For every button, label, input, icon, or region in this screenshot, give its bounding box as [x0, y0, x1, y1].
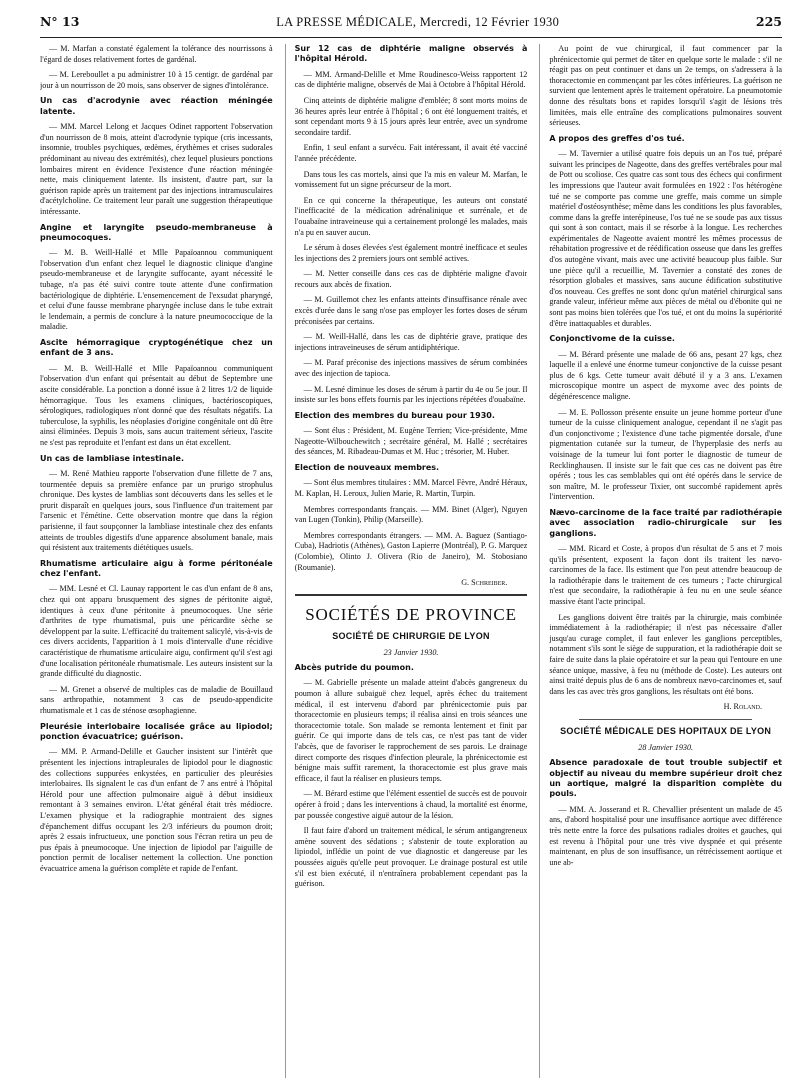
paragraph: — M. Paraf préconise des injections massives de sérum combinées avec des injection de tapioca.	[294, 358, 528, 379]
paragraph: — MM. Armand-Delille et Mme Roudinesco-Weiss rapportent 12 cas de diphtérie maligne, observés de Mai à Octobre à l'hôpital Hérold.	[294, 69, 528, 90]
article-heading: Nævo-carcinome de la face traité par radiothérapie avec association radio-chirurgicale sur les ganglions.	[549, 507, 783, 538]
paragraph: — MM. Lesné et Cl. Launay rapportent le cas d'un enfant de 8 ans, chez qui ont apparu brusquement des signes de péritonite aiguë, identiques à ceux d'une péritonite à pneumocoques. Une série d'arthrites de type rhumatismal, puis une péricardite sèche se développent par la suite. L'efficacité du traitement salicylé, vis-à-vis de ces divers accidents, l'apparition à 1 mois d'intervalle d'une récidive caractéristique de rhumatisme articulaire aigu, confirment qu'il s'est agi d'une localisation péritonéale rhumatismale. Les auteurs insistent sur la grande difficulté du diagnostic.	[40, 584, 273, 679]
article-heading: Un cas d'acrodynie avec réaction méningée latente.	[40, 96, 273, 116]
paragraph: — MM. Marcel Lelong et Jacques Odinet rapportent l'observation d'un nourrisson de 8 mois, atteint d'acrodynie typique (cris incessants, insomnie, troubles psychiques, œdèmes, érythèmes et crises sudorales prédominant au niveau des extrémités), chez lequel plusieurs ponctions lombaires mirent en évidence l'existence d'une réaction méningée nette, mais cliniquement latente. Ils insistent, d'autre part, sur la guérison rapide après un traitement par des injections intramusculaires d'acétylcholine. Ce traitement leur paraît une suggestion thérapeutique intéressante.	[40, 122, 273, 216]
page-number: 225	[755, 14, 782, 29]
paragraph: — M. Lesné diminue les doses de sérum à partir du 4e ou 5e jour. Il insiste sur les bons effets fournis par les injections répétées d'ouabaïne.	[294, 384, 528, 405]
paragraph: Membres correspondants français. — MM. Binet (Alger), Nguyen van Lugen (Tonkin), Philip (Marseille).	[294, 504, 528, 525]
session-date: 23 Janvier 1930.	[383, 647, 439, 657]
section-divider	[579, 719, 752, 720]
article-columns	[40, 44, 782, 1078]
paragraph: — M. Weill-Hallé, dans les cas de diphtérie grave, pratique des injections intraveineuses de sérum antidiphtérique.	[294, 332, 528, 352]
paragraph: Enfin, 1 seul enfant a survécu. Fait intéressant, il avait été vacciné l'année précédente.	[294, 143, 528, 163]
article-heading: Ascite hémorragique cryptogénétique chez un enfant de 3 ans.	[40, 338, 273, 358]
author-signature: H. Roland.	[723, 702, 763, 712]
paragraph: — MM. Ricard et Coste, à propos d'un résultat de 5 ans et 7 mois qu'ils présentent, exposent la façon dont ils traitent les nævo-carcinomes de la face. Ils estiment que l'on peut attendre beaucoup de la radiothérapie dans le traitement de ces tumeurs ; l'acte chirurgical n'est que secondaire, la radiothérapie à feu nu en une seule séance massive étant l'acte principal.	[549, 544, 783, 607]
paragraph: Dans tous les cas mortels, ainsi que l'a mis en valeur M. Marfan, le vomissement fut un signe précurseur de la mort.	[294, 169, 528, 190]
journal-title: LA PRESSE MÉDICALE, Mercredi, 12 Février 1930	[276, 15, 560, 29]
paragraph: — Sont élus : Président, M. Eugène Terrien; Vice-présidente, Mme Nageotte-Wilbouchewitch ; secrétaire général, M. Hallé ; secrétaires des séances, M. Ribadeau-Dumas et M. Huc ; trésorier, M. Huber.	[294, 426, 528, 457]
paragraph: Cinq atteints de diphtérie maligne d'emblée; 8 sont morts moins de 36 heures après leur entrée à l'hôpital ; 6 ont été longuement traités, et sont cependant morts 9 à 15 jours après leur entrée, avec un syndrome secondaire tardif.	[294, 95, 528, 137]
paragraph: Les ganglions doivent être traités par la chirurgie, mais combinée immédiatement à la radiothérapie; il n'est pas nécessaire d'aller jusqu'au curage complet, il faut enlever les ganglions perceptibles, notamment s'ils sont le siège de suppuration, et la radiothérapie doit se faire de suite dans la plaie opératoire et sur la peau qui l'entoure en une séance unique, massive, à feu nu (méthode de Coste). Les auteurs ont ainsi traité depuis plus de 6 ans de nombreux nævo-carcinomes et, sauf dans les cas avec très gros ganglions, les résultats ont été bons.	[549, 612, 783, 696]
article-heading: Abcès putride du poumon.	[294, 663, 414, 673]
article-heading: Election des membres du bureau pour 1930.	[294, 410, 495, 420]
article-heading: Un cas de lambliase intestinale.	[40, 453, 184, 463]
paragraph: — M. Grenet a observé de multiples cas de maladie de Bouillaud sans arthropathie, notamment 3 cas de pseudo-appendicite rhumatismale et 1 cas de sténose œsophagienne.	[40, 684, 273, 716]
paragraph: En ce qui concerne la thérapeutique, les auteurs ont constaté l'inefficacité de la médication adrénalinique et surrénale, et de l'ouabaïne intraveineuse qui a certainement prolongé les malades, mais n'a pu en sauver aucun.	[294, 195, 528, 237]
section-title: SOCIÉTÉS DE PROVINCE	[295, 594, 528, 626]
society-title: SOCIÉTÉ MÉDICALE DES HOPITAUX DE LYON	[560, 726, 772, 737]
paragraph: — M. Netter conseille dans ces cas de diphtérie maligne d'avoir recours aux abcès de fixation.	[294, 269, 528, 289]
paragraph: — M. René Mathieu rapporte l'observation d'une fillette de 7 ans, tourmentée depuis sa première enfance par un prurigo strophulus chronique. Des kystes de lamblias sont découverts dans les selles et le prurit disparaît en quelques jours, sous l'influence d'un traitement par l'arsenic et l'émétine. Cette observation montre que dans la région parisienne, il faut soupçonner la lambliase intestinale chez des enfants atteints de troubles digestifs d'une apparence absolument banale, mais qui résistent aux traitements diététiques usuels.	[40, 468, 273, 553]
paragraph: — M. Gabrielle présente un malade atteint d'abcès gangreneux du poumon à allure subaiguë chez lequel, après échec du traitement médical, il est intervenu d'abord par phrénicectomie puis par thoracectomie en plusieurs temps; il réalisa ainsi en trois séances une thoracectomie totale. Son malade se remonta lentement et finit par guérir. Ce qui importe dans de tels cas, ce n'est pas tant de vider l'abcès, que de favoriser le rapprochement de ses parois. Le drainage direct comporte des risques d'infection pleurale, la phrénicectomie est bénigne mais suffit rarement, la thoracectomie est plus grave mais efficace, il faut la réaliser en plusieurs temps.	[294, 678, 528, 783]
article-heading: Absence paradoxale de tout trouble subjectif et objectif au niveau du membre supérieur droit chez un aortique, malgré la disparition complète du pouls.	[549, 758, 783, 799]
page-header	[40, 14, 782, 38]
article-heading: Sur 12 cas de diphtérie maligne observés à l'hôpital Hérold.	[294, 44, 528, 64]
paragraph: — MM. P. Armand-Delille et Gaucher insistent sur l'intérêt que présentent les injections intrapleurales de lipiodol pour le diagnostic des collections suppurées enkystées, en particulier des pleurésies interlobaires. Ils signalent le cas d'un enfant de 7 ans entré à l'hôpital Hérold pour une affection pulmonaire aiguë à début insidieux remontant à 3 semaines environ. L'état général était très médiocre. L'examen physique et la radiographie montraient des signes d'épanchement diffus occupant les 2/3 inférieurs du poumon droit; après 2 essais infructueux, une ponction sous l'écran retira un peu de pus épais à pneumocoque. Une injection de lipiodol par l'aiguille de ponction permit de localiser nettement la collection. Une ponction évacuatrice amena la guérison complète et rapide de l'enfant.	[40, 747, 273, 873]
paragraph: — M. Guillemot chez les enfants atteints d'insuffisance rénale avec excès d'urée dans le sang n'ose pas employer les fortes doses de sérum préconisées par certains.	[294, 295, 528, 326]
paragraph: — M. B. Weill-Hallé et Mlle Papaïoannou communiquent l'observation d'un enfant qui présentait au début de Septembre une ascite considérable. La ponction a donné issue à 2 litres 1/2 de liquide hémorragique. Tous les examens cliniques, bactérioscopiques, sérologiques, radiologiques n'ont donné que des résultats négatifs. La tuberculose, la syphilis, les néoplasies d'origine congénitale ont dû être ainsi éliminées. Depuis 3 mois, sans aucun traitement sérieux, l'ascite ne s'est pas reproduite et l'enfant est dans un état excellent.	[40, 363, 273, 447]
column-1	[40, 44, 273, 1078]
paragraph: — M. E. Pollosson présente ensuite un jeune homme porteur d'une tumeur de la cuisse cliniquement analogue, cependant il ne s'agit pas d'un conjonctivome ; l'existence d'une tache pigmentée dorsale, d'une pigmentation cutanée sur la tumeur, de l'hyperplasie des nerfs au voisinage de la tumeur lui font porter le diagnostic de tumeur de Recklinghausen. Il insiste sur le fait que ces cas ne doivent pas être opérés ; tous les cas semblables qui ont été opérés dans le service de son maître, M. le professeur Tixier, ont succombé rapidement après l'intervention.	[549, 407, 783, 502]
paragraph: — M. Bérard présente une malade de 66 ans, pesant 27 kgs, chez laquelle il a enlevé une énorme tumeur conjonctive de la cuisse pesant plus de 6 kgs. Cette tumeur avait débuté il y a 3 ans. L'examen microscopique montre un aspect de myxome avec des points de dégénérescence maligne.	[549, 349, 783, 401]
session-date: 28 Janvier 1930.	[638, 742, 694, 752]
column-2	[285, 44, 528, 1078]
paragraph: Au point de vue chirurgical, il faut commencer par la phrénicectomie qui permet de tâter en quelque sorte le malade : s'il ne réagit pas on peut continuer et dans un 2e temps, on s'adressera à la thoracectomie en commençant par les côtes inférieures. La guérison ne survient que lentement après le traitement opératoire. La pneumotomie donne des résultats bons et rapides lorsqu'il s'agit de lésions très limitées, mais elle entraîne des complications pulmonaires souvent sérieuses.	[549, 44, 783, 128]
paragraph: — M. Lereboullet a pu administrer 10 à 15 centigr. de gardénal par jour à un nourrisson de 20 mois, sans observer de signes d'intolérance.	[40, 70, 273, 90]
author-signature: G. Schreiber.	[461, 578, 508, 588]
article-heading: A propos des greffes d'os tué.	[549, 133, 685, 143]
article-heading: Angine et laryngite pseudo-membraneuse à pneumocoques.	[40, 222, 273, 242]
paragraph: — M. Tavernier a utilisé quatre fois depuis un an l'os tué, préparé suivant les principes de Nageotte, dans des greffes vertébrales pour mal de Pott ou scoliose. Ces quatre cas sont tous des échecs qui confirment les impressions que l'auteur avait formulées en 1922 : l'os hétérogène tué ne se comporte pas comme une greffe, mais comme un simple matériel d'ostéosynthèse; même dans les conditions les plus favorables, comme dans la greffe interépineuse, l'os tué ne se soude pas aux tissus qui sont à son contact, mais il se résorbe à la longue. Les recherches expérimentales de Nageotte avaient montré les mêmes processus de réhabitation progressive et de réédification osseuse que dans les greffes d'os autogène vivant, mais avec une activité beaucoup plus faible. Sur une pièce qu'il a recueillie, M. Tavernier a constaté des zones de résorption globales et massives, sans aucune édification substitutive d'os nouveau. Ces greffes ne sont donc qu'un matériel chirurgical sans grande valeur, inférieur même aux pièces de métal ou d'ébonite qui ne sont pas moins bien tolérées que l'os tué, et ont du moins la supériorité d'être inattaquables et durables.	[549, 149, 783, 328]
issue-number: N° 13	[40, 14, 80, 29]
paragraph: — Sont élus membres titulaires : MM. Marcel Fèvre, André Héraux, M. Kaplan, H. Leroux, Julien Marie, R. Martin, Turpin.	[294, 478, 528, 498]
paragraph: Le sérum à doses élevées s'est également montré inefficace et seules les injections des 2 premiers jours ont semblé actives.	[294, 243, 528, 263]
article-heading: Pleurésie interlobaire localisée grâce au lipiodol; ponction évacuatrice; guérison.	[40, 721, 273, 741]
paragraph: — M. B. Weill-Hallé et Mlle Papaïoannou communiquent l'observation d'un enfant chez lequel le diagnostic clinique d'angine pseudo-membraneuse et de laryngite suffocante, ayant nécessité le tubage, n'a pas été suivi contre toute attente d'une confirmation bactériologique de diphtérie. L'ensemencement de l'exsudat pharyngé, et celui d'une fausse membrane pharyngée incluse dans le tube extrait le lendemain, a permis de conclure à la nature pneumococcique de la maladie.	[40, 248, 273, 332]
paragraph: — MM. A. Josserand et R. Chevallier présentent un malade de 45 ans, d'abord hospitalisé pour une insuffisance aortique avec différence très nette entre la force des pulsations radiales droites et gauches, qui est revenu à l'hôpital pour une très vive dyspnée et qui présente maintenant, en plus de son insuffisance, un rétrécissement aortique et une ab-	[549, 804, 783, 867]
column-3	[539, 44, 782, 1078]
paragraph: Membres correspondants étrangers. — MM. A. Baguez (Santiago-Cuba), Hadriotis (Athènes), Gaston Lapierre (Montréal), P. G. Marquez (Colombie), Olinto J. Olivera (Rio de Janeiro), M. Stobosiano (Roumanie).	[294, 530, 528, 572]
society-title: SOCIÉTÉ DE CHIRURGIE DE LYON	[332, 630, 490, 641]
paragraph: — M. Bérard estime que l'élément essentiel de succès est de pouvoir opérer à froid ; dans les interventions à chaud, la mortalité est énorme, par poussée congestive aiguë autour de la lésion.	[294, 789, 528, 820]
article-heading: Rhumatisme articulaire aigu à forme péritonéale chez l'enfant.	[40, 558, 273, 579]
paragraph: — M. Marfan a constaté également la tolérance des nourrissons à l'égard de doses relativement fortes de gardénal.	[40, 44, 273, 64]
article-heading: Conjonctivome de la cuisse.	[549, 334, 675, 344]
paragraph: Il faut faire d'abord un traitement médical, le sérum antigangreneux amène souvent des sédations ; s'abstenir de toute exploration au lipiodol, inflédie un point de vue diagnostic et dangereuse par les poussées aiguës qu'elle peut provoquer. Le drainage postural est utile s'il est bien exécuté, il n'entraînera probablement cependant pas la guérison.	[294, 826, 528, 889]
article-heading: Election de nouveaux membres.	[294, 462, 440, 472]
